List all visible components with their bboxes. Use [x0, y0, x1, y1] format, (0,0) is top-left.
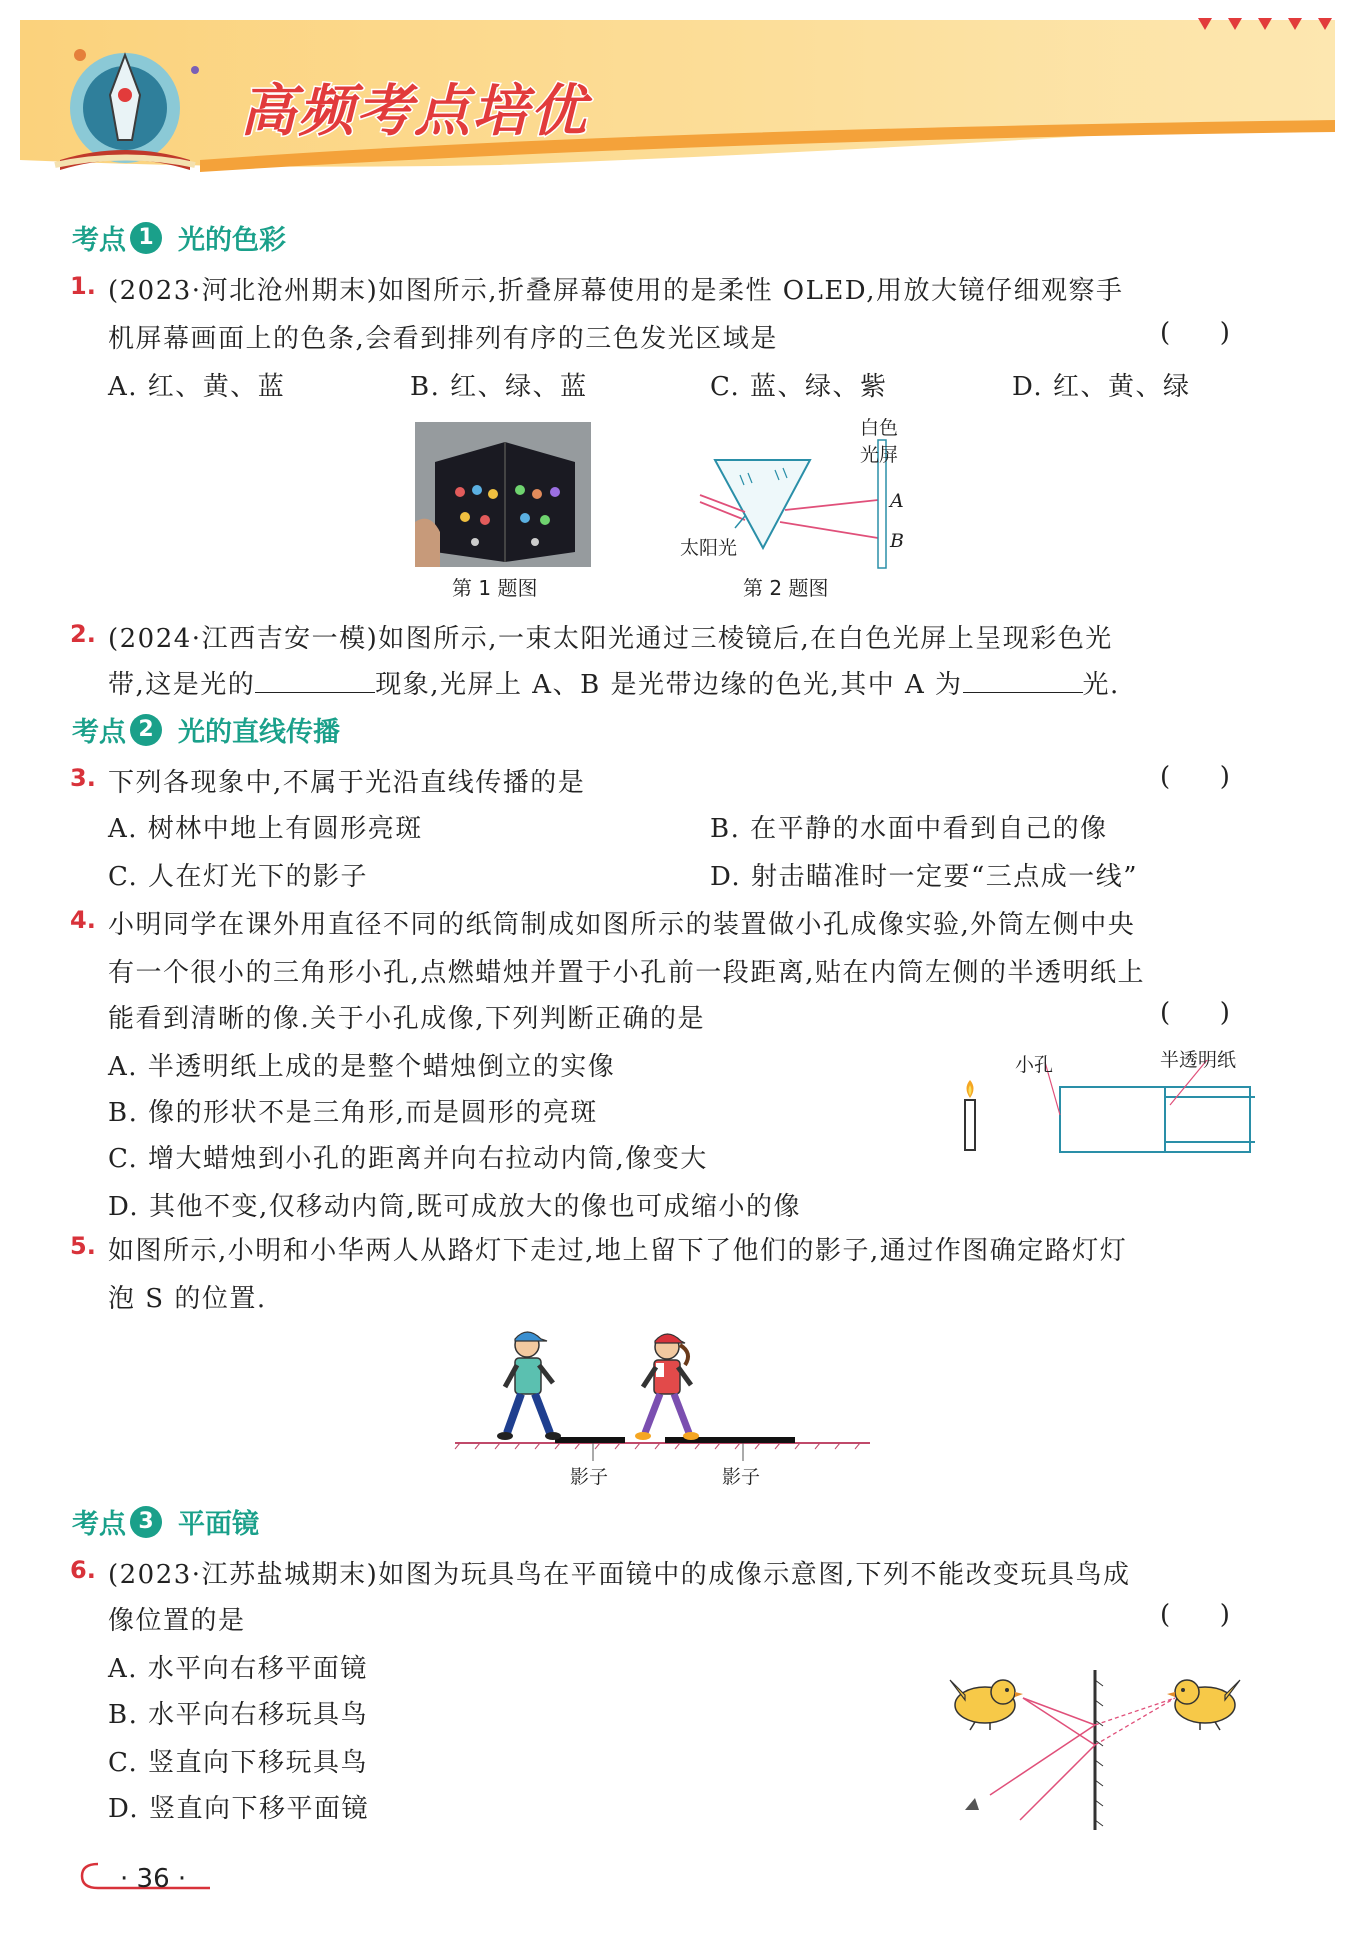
option-b: B. 水平向右移玩具鸟 — [108, 1700, 369, 1730]
answer-bracket: ( ) — [1160, 762, 1230, 792]
toy-bird-object — [950, 1680, 1023, 1730]
toy-bird-mirror-diagram — [935, 1670, 1255, 1830]
section-title: 光的色彩 — [178, 225, 286, 256]
option-c: C. 增大蜡烛到小孔的距离并向右拉动内筒,像变大 — [108, 1144, 708, 1174]
section-heading-3 — [72, 1502, 259, 1541]
label-sunlight: 太阳光 — [680, 537, 738, 559]
toy-bird-image — [1167, 1680, 1240, 1730]
question-number: 3. — [70, 764, 96, 792]
question-number: 4. — [70, 906, 96, 934]
boy-figure — [497, 1332, 561, 1440]
shadow-1 — [555, 1437, 625, 1443]
section-prefix: 考点 — [72, 717, 126, 748]
option-a: A. 水平向右移平面镜 — [108, 1654, 368, 1684]
figure-caption: 第 2 题图 — [743, 576, 829, 600]
option-d: D. 射击瞄准时一定要“三点成一线” — [710, 862, 1139, 892]
section-prefix: 考点 — [72, 225, 126, 256]
section-heading-2 — [72, 710, 340, 749]
question-text: (2023·江苏盐城期末)如图为玩具鸟在平面镜中的成像示意图,下列不能改变玩具鸟成 — [108, 1560, 1131, 1590]
question-text: (2023·河北沧州期末)如图所示,折叠屏幕使用的是柔性 OLED,用放大镜仔细观察手 — [108, 276, 1124, 306]
option-a: A. 半透明纸上成的是整个蜡烛倒立的实像 — [108, 1052, 616, 1082]
point-a-label: A — [890, 490, 904, 512]
label-shadow-1: 影子 — [570, 1466, 609, 1488]
option-c: C. 蓝、绿、紫 — [710, 372, 888, 402]
section-number: 2 — [130, 714, 162, 746]
section-heading-1 — [72, 218, 286, 257]
folding-phone-photo — [415, 422, 591, 567]
question-text: 机屏幕画面上的色条,会看到排列有序的三色发光区域是 — [108, 324, 778, 354]
header-banner — [0, 0, 1350, 190]
point-b-label: B — [890, 530, 904, 552]
label-shadow-2: 影子 — [722, 1466, 761, 1488]
section-title: 平面镜 — [178, 1509, 259, 1540]
question-text: 泡 S 的位置. — [108, 1284, 267, 1314]
section-number: 1 — [130, 222, 162, 254]
question-text: (2024·江西吉安一模)如图所示,一束太阳光通过三棱镜后,在白色光屏上呈现彩色光 — [108, 624, 1113, 654]
label-pinhole: 小孔 — [1015, 1054, 1054, 1076]
label-screen: 光屏 — [860, 444, 899, 466]
option-b: B. 红、绿、蓝 — [410, 372, 588, 402]
fill-blank-1[interactable] — [255, 668, 375, 693]
option-c: C. 人在灯光下的影子 — [108, 862, 368, 892]
answer-bracket: ( ) — [1160, 998, 1230, 1028]
fill-blank-2[interactable] — [963, 668, 1083, 693]
option-a: A. 树林中地上有圆形亮斑 — [108, 814, 423, 844]
question-text: 下列各现象中,不属于光沿直线传播的是 — [108, 768, 586, 798]
option-a: A. 红、黄、蓝 — [108, 372, 286, 402]
question-text: 小明同学在课外用直径不同的纸筒制成如图所示的装置做小孔成像实验,外筒左侧中央 — [108, 910, 1136, 940]
text-fragment: 光. — [1082, 670, 1120, 700]
option-b: B. 在平静的水面中看到自己的像 — [710, 814, 1108, 844]
question-text: 有一个很小的三角形小孔,点燃蜡烛并置于小孔前一段距离,贴在内筒左侧的半透明纸上 — [108, 958, 1146, 988]
girl-figure — [635, 1334, 699, 1440]
label-translucent-paper: 半透明纸 — [1160, 1049, 1237, 1071]
option-d: D. 竖直向下移平面镜 — [108, 1794, 369, 1824]
page-number: · 36 · — [120, 1864, 187, 1894]
eye-icon — [965, 1798, 979, 1810]
figure-caption: 第 1 题图 — [452, 576, 538, 600]
question-text: 如图所示,小明和小华两人从路灯下走过,地上留下了他们的影子,通过作图确定路灯灯 — [108, 1236, 1128, 1266]
header-title: 高频考点培优 — [240, 79, 588, 144]
section-prefix: 考点 — [72, 1509, 126, 1540]
pinhole-camera-diagram — [955, 1080, 1255, 1180]
option-b: B. 像的形状不是三角形,而是圆形的亮斑 — [108, 1098, 598, 1128]
section-number: 3 — [130, 1506, 162, 1538]
question-text: 像位置的是 — [108, 1606, 246, 1636]
option-d: D. 红、黄、绿 — [1012, 372, 1191, 402]
question-text: 能看到清晰的像.关于小孔成像,下列判断正确的是 — [108, 1004, 706, 1034]
section-title: 光的直线传播 — [178, 717, 340, 748]
question-number: 1. — [70, 272, 96, 300]
question-text-with-blanks — [108, 664, 1120, 701]
question-number: 2. — [70, 620, 96, 648]
option-d: D. 其他不变,仅移动内筒,既可成放大的像也可成缩小的像 — [108, 1192, 801, 1222]
question-number: 5. — [70, 1232, 96, 1260]
text-fragment: 现象,光屏上 A、B 是光带边缘的色光,其中 A 为 — [375, 670, 963, 700]
walkers-shadow-diagram — [455, 1325, 870, 1475]
text-fragment: 带,这是光的 — [108, 670, 256, 700]
question-number: 6. — [70, 1556, 96, 1584]
answer-bracket: ( ) — [1160, 1600, 1230, 1630]
label-white: 白色 — [860, 417, 899, 439]
option-c: C. 竖直向下移玩具鸟 — [108, 1748, 368, 1778]
answer-bracket: ( ) — [1160, 318, 1230, 348]
